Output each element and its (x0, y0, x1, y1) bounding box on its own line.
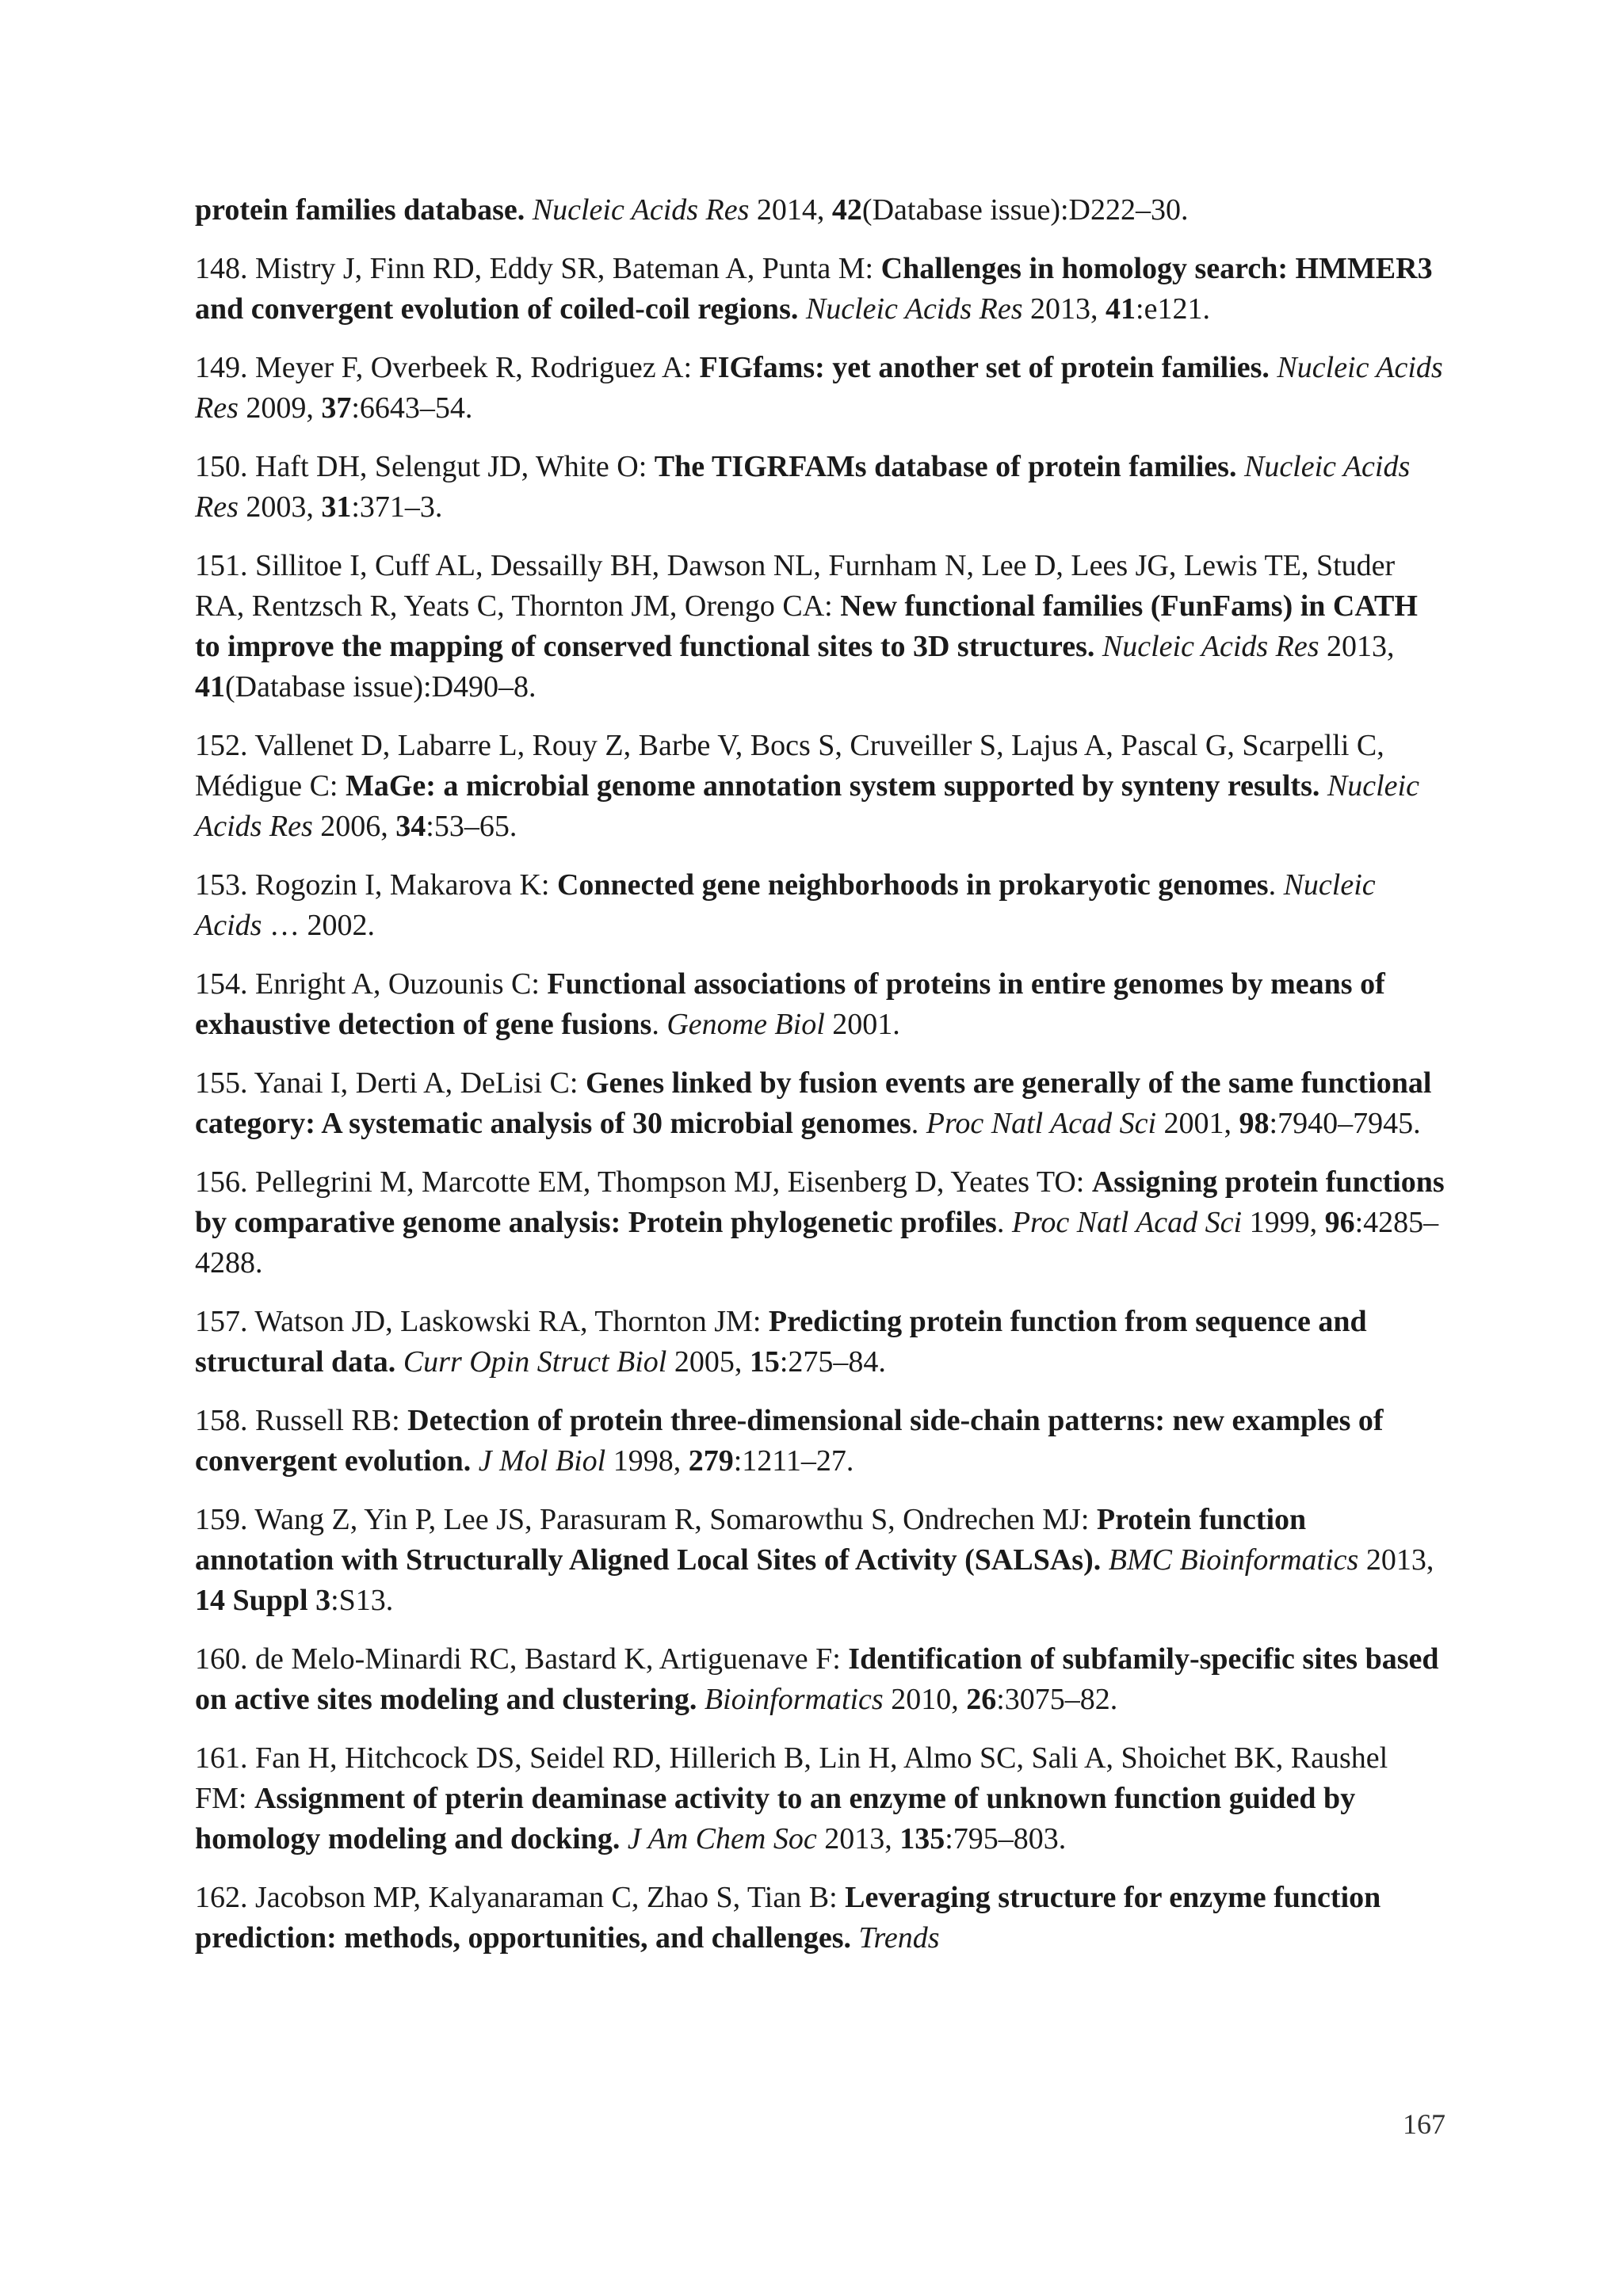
reference-text: 148. Mistry J, Finn RD, Eddy SR, Bateman A, Punta M: (195, 252, 881, 285)
reference-text: 154. Enright A, Ouzounis C: (195, 967, 548, 1001)
reference-text: 1999, (1242, 1206, 1325, 1239)
reference-text: 2001. (824, 1008, 900, 1041)
reference-bold-text: FIGfams: yet another set of protein families. (699, 351, 1270, 384)
reference-italic-text: BMC Bioinformatics (1108, 1543, 1359, 1577)
reference-entry (195, 190, 1447, 231)
reference-italic-text: Genome Biol (666, 1008, 825, 1041)
reference-bold-text: 135 (899, 1822, 945, 1855)
reference-entry (195, 865, 1447, 946)
reference-text: 159. Wang Z, Yin P, Lee JS, Parasuram R, Somarowthu S, Ondrechen MJ: (195, 1503, 1097, 1536)
reference-bold-text: 37 (321, 391, 352, 425)
reference-text: 161. Fan H, Hitchcock DS, Seidel RD, Hillerich B, Lin H, Almo SC, Sali A, Shoichet BK, Raushel FM: (195, 1741, 1388, 1815)
reference-text: 151. Sillitoe I, Cuff AL, Dessailly BH, Dawson NL, Furnham N, Lee D, Lees JG, Lewis TE, Studer RA, Rentzsch R, Yeats C, Thornton JM, Orengo CA: (195, 549, 1396, 623)
reference-text: 158. Russell RB: (195, 1404, 408, 1437)
reference-entry (195, 1063, 1447, 1144)
reference-text (697, 1683, 705, 1716)
reference-text: … 2002. (262, 909, 375, 942)
reference-bold-text: Predicting protein function from sequence and structural data. (195, 1305, 1367, 1379)
reference-text: 157. Watson JD, Laskowski RA, Thornton JM: (195, 1305, 769, 1338)
reference-bold-text: Identification of subfamily-specific sites based on active sites modeling and clustering. (195, 1642, 1439, 1716)
reference-bold-text: 34 (395, 810, 426, 843)
reference-bold-text: 41 (195, 670, 225, 704)
reference-entry (195, 447, 1447, 528)
reference-bold-text: 279 (688, 1444, 734, 1478)
reference-text: :7940–7945. (1269, 1107, 1421, 1140)
reference-text: . (996, 1206, 1012, 1239)
reference-text (798, 292, 806, 326)
reference-italic-text: Nucleic Acids Res (195, 450, 1411, 524)
reference-bold-text: 41 (1106, 292, 1136, 326)
reference-italic-text: Nucleic Acids Res (805, 292, 1023, 326)
page-number: 167 (1403, 2108, 1445, 2140)
reference-text: 156. Pellegrini M, Marcotte EM, Thompson MJ, Eisenberg D, Yeates TO: (195, 1165, 1092, 1199)
reference-italic-text: Bioinformatics (704, 1683, 884, 1716)
reference-entry (195, 249, 1447, 330)
reference-text: :3075–82. (996, 1683, 1118, 1716)
reference-text: 160. de Melo-Minardi RC, Bastard K, Artiguenave F: (195, 1642, 849, 1676)
reference-italic-text: Nucleic Acids Res (1102, 630, 1319, 663)
reference-bold-text: New functional families (FunFams) in CATH to improve the mapping of conserved functional sites to 3D structures. (195, 589, 1418, 663)
reference-italic-text: Nucleic Acids Res (195, 769, 1419, 843)
reference-text (395, 1345, 403, 1379)
reference-list (195, 190, 1447, 1977)
reference-text: 2006, (312, 810, 396, 843)
reference-text: 2010, (883, 1683, 967, 1716)
reference-text: :53–65. (426, 810, 517, 843)
reference-bold-text: 26 (966, 1683, 997, 1716)
reference-text: 2013, (1358, 1543, 1434, 1577)
reference-bold-text: Assignment of pterin deaminase activity to an enzyme of unknown function guided by homology modeling and docking. (195, 1782, 1356, 1855)
reference-text: 2013, (1022, 292, 1106, 326)
reference-entry (195, 964, 1447, 1045)
reference-text: 2013, (1319, 630, 1395, 663)
reference-text: :S13. (330, 1584, 394, 1617)
reference-text: . (651, 1008, 667, 1041)
reference-bold-text: Connected gene neighborhoods in prokaryotic genomes (556, 868, 1269, 902)
reference-entry (195, 1302, 1447, 1383)
reference-bold-text: Challenges in homology search: HMMER3 and convergent evolution of coiled-coil regions. (195, 252, 1433, 326)
reference-text: :e121. (1136, 292, 1210, 326)
reference-text: 162. Jacobson MP, Kalyanaraman C, Zhao S, Tian B: (195, 1881, 846, 1914)
reference-text (1319, 769, 1327, 803)
reference-text: (Database issue):D490–8. (225, 670, 537, 704)
reference-text: 1998, (605, 1444, 689, 1478)
reference-text: (Database issue):D222–30. (861, 193, 1189, 227)
reference-entry (195, 1500, 1447, 1621)
reference-text: :371–3. (351, 490, 443, 524)
reference-italic-text: J Mol Biol (478, 1444, 606, 1478)
reference-text (1101, 1543, 1109, 1577)
reference-bold-text: Assigning protein functions by comparative genome analysis: Protein phylogenetic profiles (195, 1165, 1445, 1239)
reference-text: :6643–54. (351, 391, 473, 425)
reference-text: 153. Rogozin I, Makarova K: (195, 868, 557, 902)
reference-italic-text: J Am Chem Soc (627, 1822, 817, 1855)
reference-text: 152. Vallenet D, Labarre L, Rouy Z, Barbe V, Bocs S, Cruveiller S, Lajus A, Pascal G, Scarpelli C, Médigue C: (195, 729, 1384, 803)
reference-entry (195, 546, 1447, 707)
reference-entry (195, 726, 1447, 847)
reference-italic-text: Nucleic Acids (195, 868, 1376, 942)
reference-text: :275–84. (779, 1345, 886, 1379)
reference-text: 150. Haft DH, Selengut JD, White O: (195, 450, 655, 483)
reference-text: 2009, (238, 391, 322, 425)
reference-text (1236, 450, 1244, 483)
reference-entry (195, 1738, 1447, 1859)
reference-text (620, 1822, 628, 1855)
reference-bold-text: 96 (1324, 1206, 1355, 1239)
reference-text: :795–803. (945, 1822, 1067, 1855)
reference-bold-text: 98 (1239, 1107, 1270, 1140)
reference-entry (195, 1401, 1447, 1482)
reference-bold-text: Detection of protein three-dimensional side-chain patterns: new examples of convergent evolution. (195, 1404, 1384, 1478)
reference-bold-text: 14 Suppl 3 (195, 1584, 331, 1617)
reference-text: :1211–27. (733, 1444, 854, 1478)
reference-bold-text: MaGe: a microbial genome annotation system supported by synteny results. (345, 769, 1320, 803)
reference-italic-text: Proc Natl Acad Sci (926, 1107, 1157, 1140)
reference-bold-text: Protein function annotation with Structurally Aligned Local Sites of Activity (SALSAs). (195, 1503, 1307, 1577)
reference-entry (195, 1639, 1447, 1720)
reference-bold-text: protein families database. (195, 193, 525, 227)
reference-text: . (1268, 868, 1284, 902)
reference-bold-text: 42 (831, 193, 862, 227)
reference-text: . (911, 1107, 926, 1140)
reference-bold-text: Leveraging structure for enzyme function prediction: methods, opportunities, and challenges. (195, 1881, 1381, 1955)
reference-bold-text: Functional associations of proteins in entire genomes by means of exhaustive detection of gene fusions (195, 967, 1385, 1041)
reference-bold-text: The TIGRFAMs database of protein families. (654, 450, 1237, 483)
reference-text (1270, 351, 1277, 384)
reference-italic-text: Curr Opin Struct Biol (403, 1345, 667, 1379)
reference-bold-text: 15 (749, 1345, 780, 1379)
reference-entry (195, 348, 1447, 429)
reference-italic-text: Proc Natl Acad Sci (1011, 1206, 1243, 1239)
reference-text: 155. Yanai I, Derti A, DeLisi C: (195, 1066, 586, 1100)
reference-text (525, 193, 533, 227)
reference-text: :4285–4288. (195, 1206, 1439, 1280)
reference-text: 2003, (238, 490, 322, 524)
reference-text: 2005, (666, 1345, 750, 1379)
reference-italic-text: Trends (858, 1921, 940, 1955)
reference-text: 2001, (1156, 1107, 1239, 1140)
reference-italic-text: Nucleic Acids Res (195, 351, 1443, 425)
reference-text: 2014, (749, 193, 832, 227)
reference-text: 149. Meyer F, Overbeek R, Rodriguez A: (195, 351, 700, 384)
reference-bold-text: Genes linked by fusion events are generally of the same functional category: A systematic analysis of 30 microbial genomes (195, 1066, 1432, 1140)
reference-text (471, 1444, 479, 1478)
reference-entry (195, 1878, 1447, 1958)
reference-entry (195, 1162, 1447, 1283)
reference-bold-text: 31 (321, 490, 352, 524)
reference-italic-text: Nucleic Acids Res (532, 193, 750, 227)
reference-text: 2013, (816, 1822, 900, 1855)
reference-text (1094, 630, 1102, 663)
